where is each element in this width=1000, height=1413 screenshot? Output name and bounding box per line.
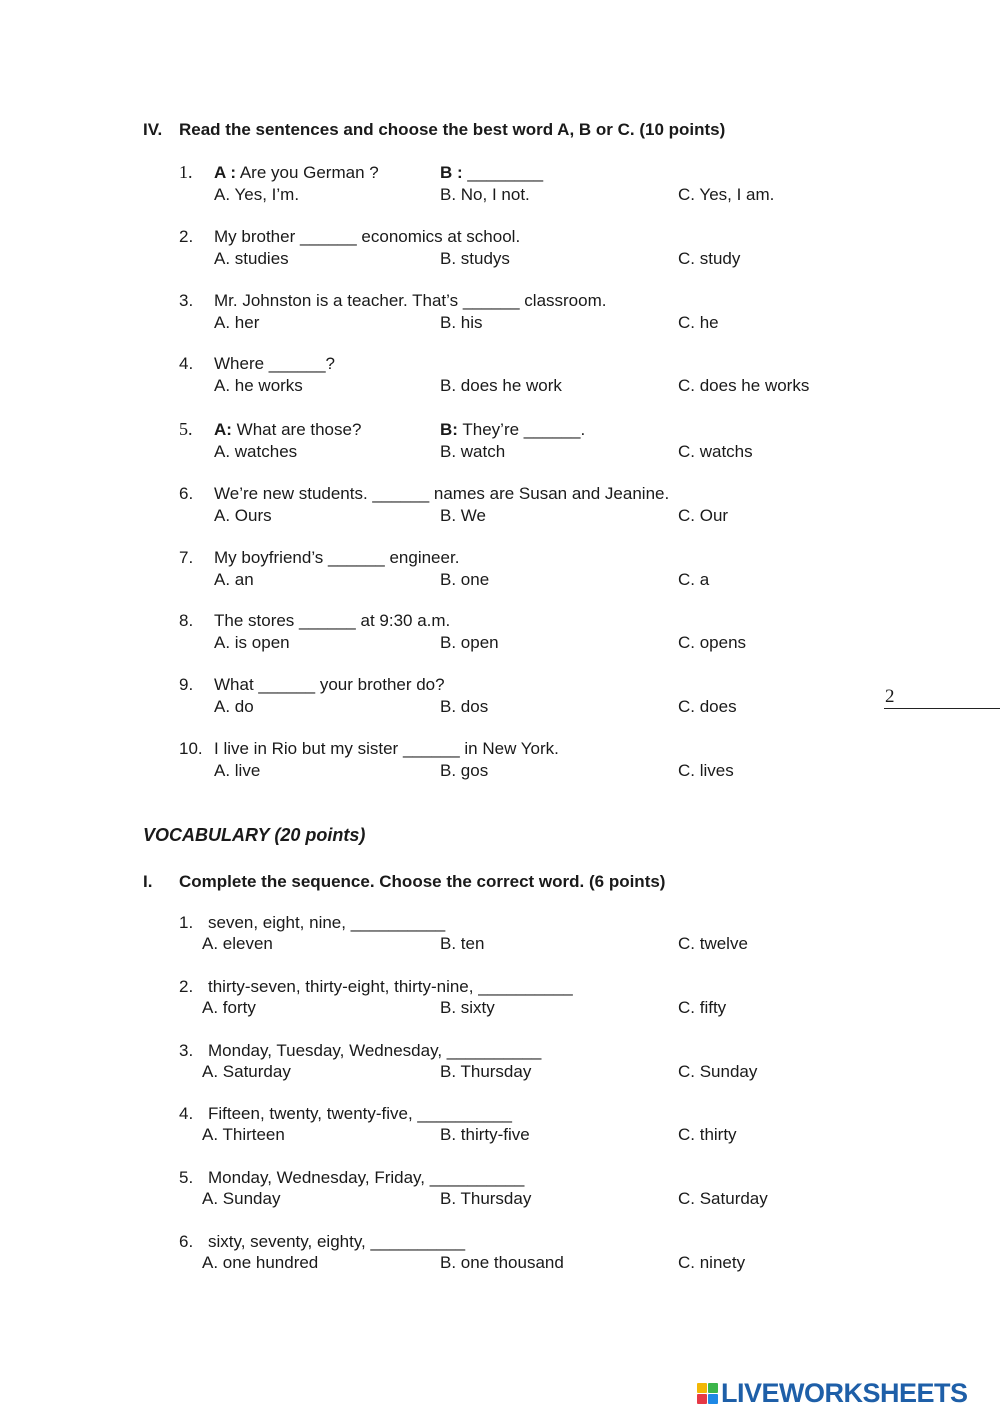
section-iv-heading — [143, 120, 162, 140]
question-text: My boyfriend’s ______ engineer. — [214, 548, 460, 567]
option-a[interactable]: A. Yes, I’m. — [214, 185, 300, 204]
section-iv-instruction: Read the sentences and choose the best word A, B or C. (10 points) — [179, 120, 726, 139]
option-a[interactable]: A. Ours — [214, 506, 272, 525]
question-text: Mr. Johnston is a teacher. That’s ______ classroom. — [214, 291, 607, 310]
question-number: 2. — [179, 977, 194, 996]
speaker-a-label: A: — [214, 420, 232, 439]
question-text: The stores ______ at 9:30 a.m. — [214, 611, 451, 630]
option-a[interactable]: A. forty — [202, 998, 256, 1017]
option-a[interactable]: A. one hundred — [202, 1253, 319, 1272]
question-number: 2. — [179, 227, 194, 246]
option-a[interactable]: A. he works — [214, 376, 303, 395]
question-number: 6. — [179, 1232, 194, 1251]
question-dialog-b — [440, 420, 585, 440]
question-dialog-b — [440, 163, 543, 183]
option-a[interactable]: A. an — [214, 570, 254, 589]
option-c[interactable]: C. ninety — [678, 1253, 746, 1272]
question-number: 4. — [179, 354, 194, 373]
option-a[interactable]: A. live — [214, 761, 261, 780]
option-b[interactable]: B. studys — [440, 249, 510, 268]
option-c[interactable]: C. Our — [678, 506, 729, 525]
question-text: Fifteen, twenty, twenty-five, __________ — [208, 1104, 512, 1123]
vocab-section-i-number: I. — [143, 872, 153, 891]
speaker-b-text: They’re ______. — [457, 420, 586, 439]
option-a[interactable]: A. eleven — [202, 934, 273, 953]
question-text: Where ______? — [214, 354, 335, 373]
question-text: My brother ______ economics at school. — [214, 227, 521, 246]
option-c[interactable]: C. twelve — [678, 934, 748, 953]
option-c[interactable]: C. fifty — [678, 998, 727, 1017]
question-number: 8. — [179, 611, 194, 630]
question-number: 3. — [179, 1041, 194, 1060]
option-b[interactable]: B. his — [440, 313, 483, 332]
question-text: Monday, Wednesday, Friday, __________ — [208, 1168, 525, 1187]
vocabulary-title: VOCABULARY (20 points) — [143, 825, 366, 845]
liveworksheets-logo-icon — [697, 1383, 718, 1404]
speaker-b-label: B: — [440, 420, 458, 439]
question-number: 6. — [179, 484, 194, 503]
question-dialog-a — [214, 420, 361, 440]
option-b[interactable]: B. Thursday — [440, 1189, 532, 1208]
option-c[interactable]: C. Saturday — [678, 1189, 768, 1208]
liveworksheets-logo-text: LIVEWORKSHEETS — [721, 1377, 968, 1408]
speaker-b-label: B : — [440, 163, 463, 182]
question-number: 4. — [179, 1104, 194, 1123]
speaker-a-text: What are those? — [231, 420, 362, 439]
option-c[interactable]: C. thirty — [678, 1125, 737, 1144]
option-a[interactable]: A. do — [214, 697, 254, 716]
question-number: 5. — [179, 419, 193, 439]
option-b[interactable]: B. Thursday — [440, 1062, 532, 1081]
question-text: We’re new students. ______ names are Susan and Jeanine. — [214, 484, 670, 503]
option-b[interactable]: B. one thousand — [440, 1253, 564, 1272]
option-c[interactable]: C. does — [678, 697, 737, 716]
question-number: 7. — [179, 548, 194, 567]
option-b[interactable]: B. one — [440, 570, 490, 589]
option-b[interactable]: B. dos — [440, 697, 489, 716]
option-c[interactable]: C. Sunday — [678, 1062, 758, 1081]
page-number: 2 — [885, 686, 895, 707]
option-a[interactable]: A. Saturday — [202, 1062, 291, 1081]
option-c[interactable]: C. a — [678, 570, 710, 589]
vocab-section-i-instruction: Complete the sequence. Choose the correct word. (6 points) — [179, 872, 666, 891]
section-iv-number: IV. — [143, 120, 163, 139]
option-c[interactable]: C. study — [678, 249, 741, 268]
question-dialog-a — [214, 163, 379, 183]
question-number: 10. — [179, 739, 203, 758]
speaker-a-label: A : — [214, 163, 237, 182]
question-number: 1. — [179, 162, 193, 182]
option-c[interactable]: C. he — [678, 313, 719, 332]
margin-score-line — [884, 708, 1000, 709]
speaker-a-text: Are you German ? — [236, 163, 379, 182]
option-b[interactable]: B. gos — [440, 761, 489, 780]
question-number: 3. — [179, 291, 194, 310]
question-number: 5. — [179, 1168, 194, 1187]
question-text: I live in Rio but my sister ______ in New York. — [214, 739, 559, 758]
option-a[interactable]: A. Thirteen — [202, 1125, 285, 1144]
option-a[interactable]: A. her — [214, 313, 260, 332]
option-a[interactable]: A. is open — [214, 633, 290, 652]
option-a[interactable]: A. studies — [214, 249, 289, 268]
option-c[interactable]: C. watchs — [678, 442, 753, 461]
option-c[interactable]: C. opens — [678, 633, 747, 652]
question-number: 1. — [179, 913, 194, 932]
option-b[interactable]: B. watch — [440, 442, 506, 461]
option-b[interactable]: B. thirty-five — [440, 1125, 530, 1144]
option-b[interactable]: B. does he work — [440, 376, 562, 395]
question-text: Monday, Tuesday, Wednesday, __________ — [208, 1041, 542, 1060]
option-b[interactable]: B. sixty — [440, 998, 495, 1017]
option-b[interactable]: B. We — [440, 506, 486, 525]
option-b[interactable]: B. No, I not. — [440, 185, 530, 204]
option-b[interactable]: B. ten — [440, 934, 485, 953]
option-c[interactable]: C. lives — [678, 761, 734, 780]
question-text: What ______ your brother do? — [214, 675, 445, 694]
question-text: seven, eight, nine, __________ — [208, 913, 446, 932]
option-b[interactable]: B. open — [440, 633, 499, 652]
question-text: sixty, seventy, eighty, __________ — [208, 1232, 466, 1251]
speaker-b-text: ________ — [462, 163, 544, 182]
option-a[interactable]: A. watches — [214, 442, 298, 461]
question-number: 9. — [179, 675, 194, 694]
liveworksheets-logo — [697, 1378, 968, 1408]
option-c[interactable]: C. does he works — [678, 376, 810, 395]
option-c[interactable]: C. Yes, I am. — [678, 185, 775, 204]
question-text: thirty-seven, thirty-eight, thirty-nine, __________ — [208, 977, 573, 996]
option-a[interactable]: A. Sunday — [202, 1189, 281, 1208]
